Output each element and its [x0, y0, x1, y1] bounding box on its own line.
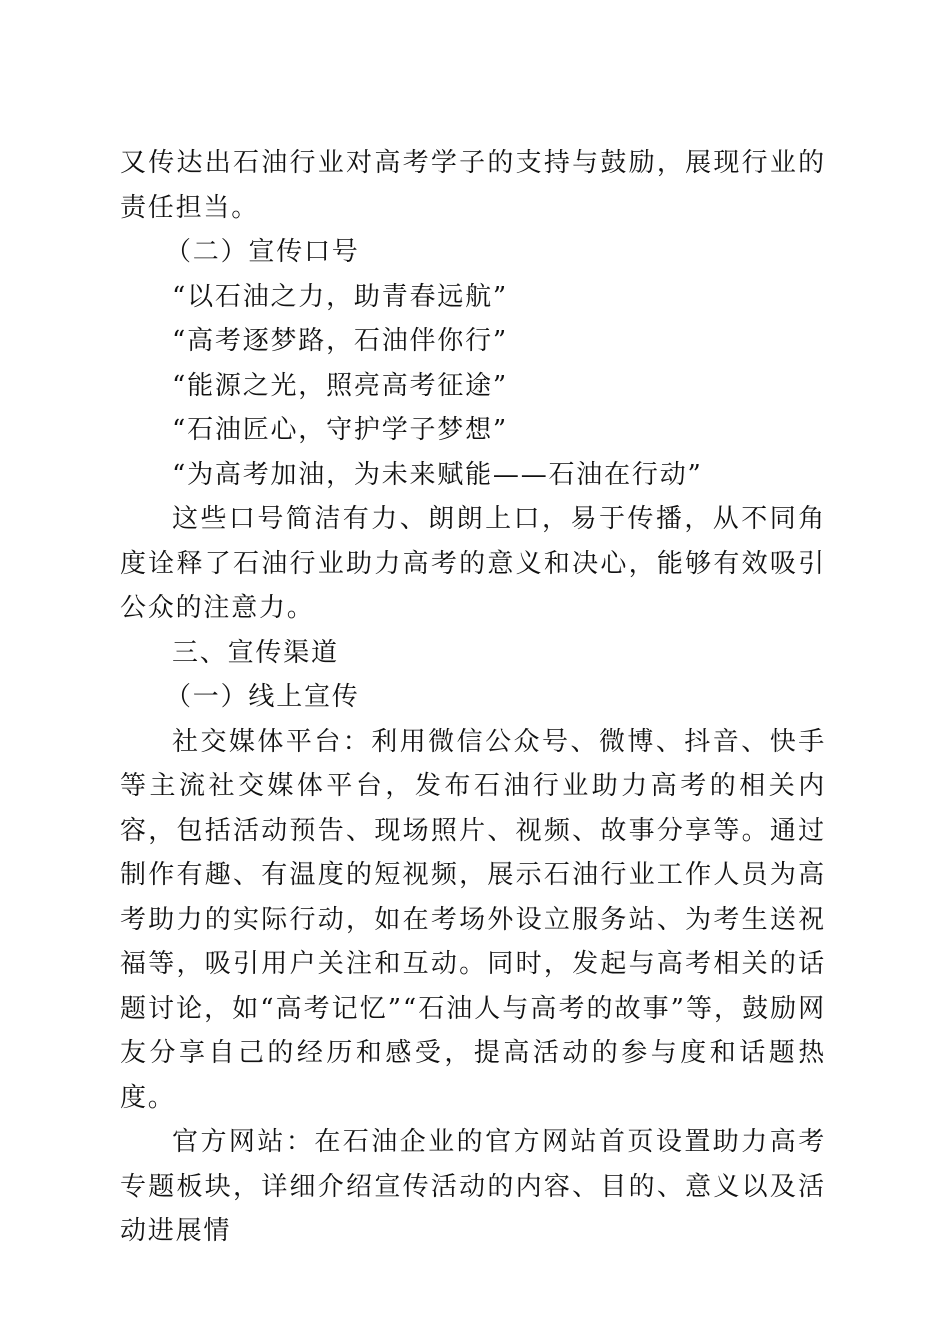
- slogan-2: “高考逐梦路，石油伴你行”: [172, 326, 508, 356]
- slogan-5: “为高考加油，为未来赋能——石油在行动”: [172, 459, 703, 490]
- subheading-slogans: （二）宣传口号: [165, 237, 360, 267]
- heading-channels: 三、宣传渠道: [172, 637, 339, 668]
- slogan-3: “能源之光，照亮高考征途”: [172, 370, 508, 401]
- paragraph-official-website: 官方网站：在石油企业的官方网站首页设置助力高考专题板块，详细介绍宣传活动的内容、目的、意义以及活动进展情: [120, 1127, 826, 1246]
- subheading-online: （一）线上宣传: [165, 682, 360, 712]
- paragraph-slogan-summary: 这些口号简洁有力、朗朗上口，易于传播，从不同角度诠释了石油行业助力高考的意义和决心，能够有效吸引公众的注意力。: [120, 504, 826, 623]
- slogan-1: “以石油之力，助青春远航”: [172, 281, 508, 312]
- paragraph-continuation: 又传达出石油行业对高考学子的支持与鼓励，展现行业的责任担当。: [120, 148, 826, 223]
- slogan-4: “石油匠心，守护学子梦想”: [172, 415, 508, 445]
- paragraph-social-media: 社交媒体平台：利用微信公众号、微博、抖音、快手等主流社交媒体平台，发布石油行业助力高考的相关内容，包括活动预告、现场照片、视频、故事分享等。通过制作有趣、有温度的短视频，展示石油行业工作人员为高考助力的实际行动，如在考场外设立服务站、为考生送祝福等，吸引用户关注和互动。同时，发起与高考相关的话题讨论，如“高考记忆”“石油人与高考的故事”等，鼓励网友分享自己的经历和感受，提高活动的参与度和话题热度。: [120, 726, 826, 1113]
- document-body: [120, 141, 826, 1254]
